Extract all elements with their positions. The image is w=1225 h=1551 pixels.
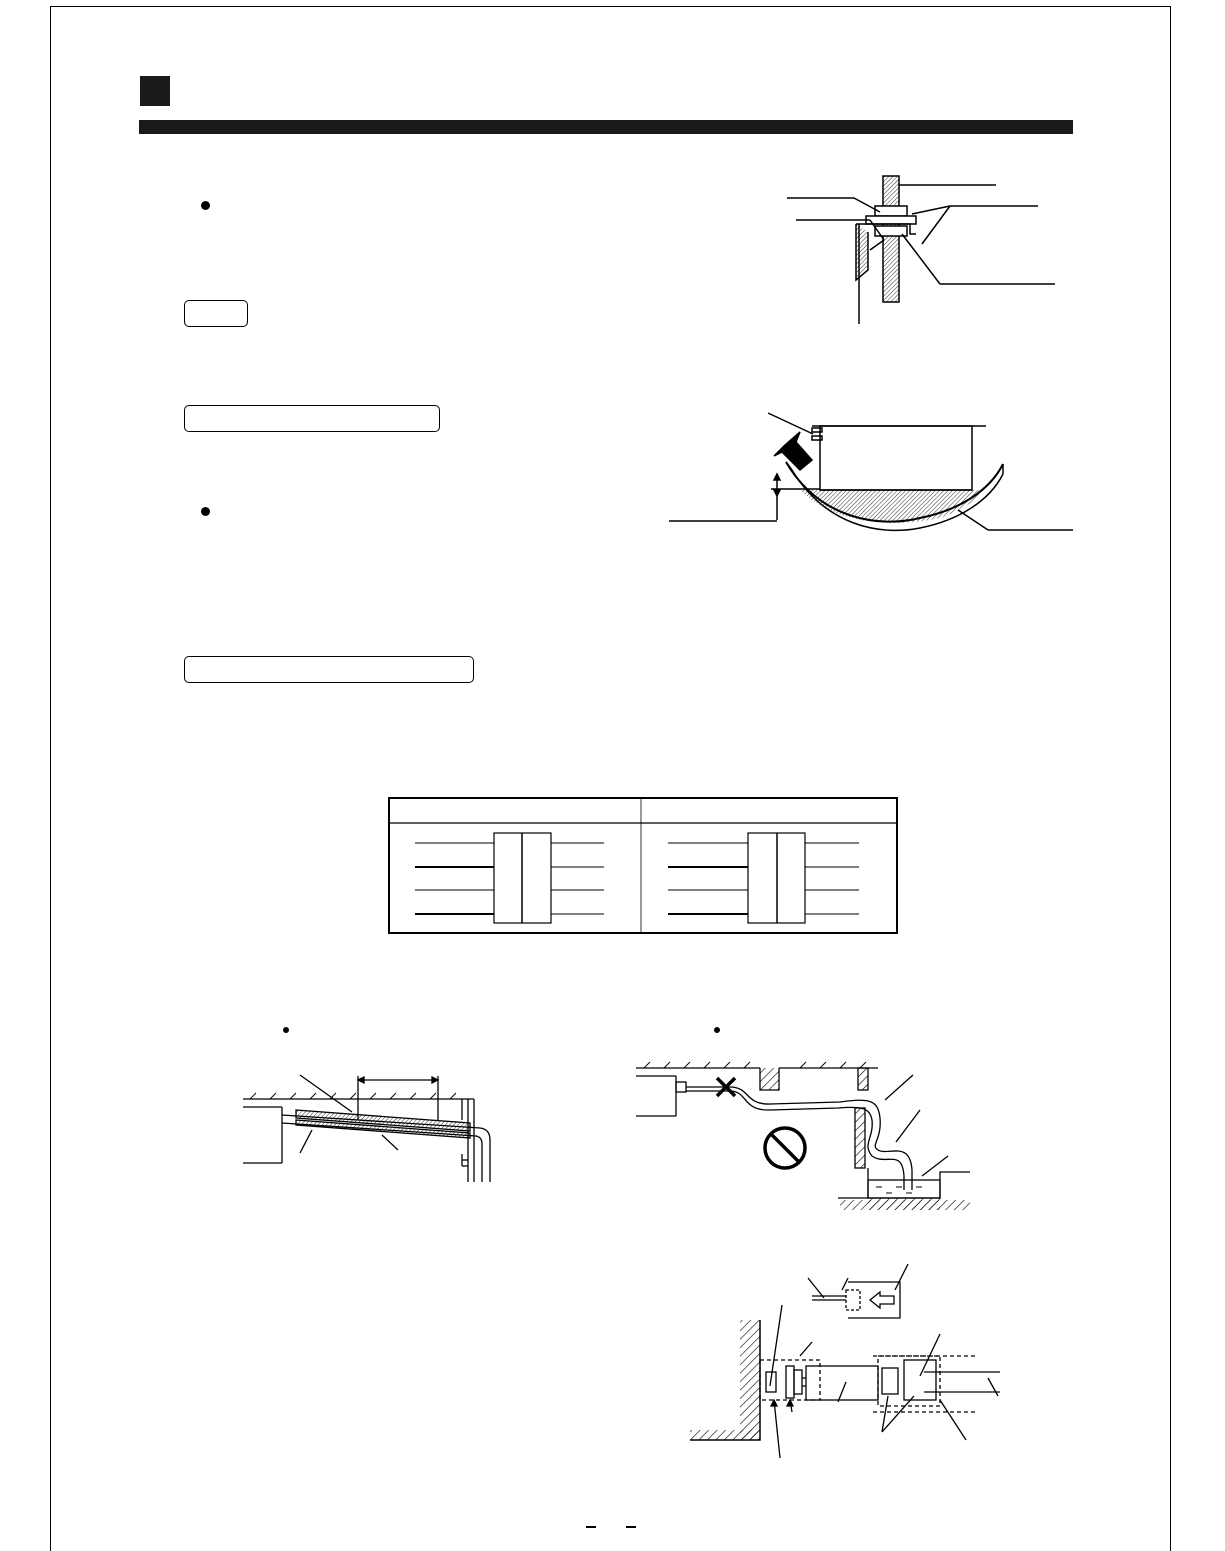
drain-pan-tilt-detail <box>669 413 1073 530</box>
page-number-dash-left <box>586 1526 596 1528</box>
prohibited-drain-routing <box>636 1062 970 1210</box>
wiring-comparison-table <box>389 798 897 933</box>
bolt-nut-washer-detail <box>787 176 1055 324</box>
drain-pipe-slope-detail <box>243 1075 490 1182</box>
drain-hose-connection-detail <box>690 1264 1000 1458</box>
page-number-dash-right <box>626 1526 636 1528</box>
